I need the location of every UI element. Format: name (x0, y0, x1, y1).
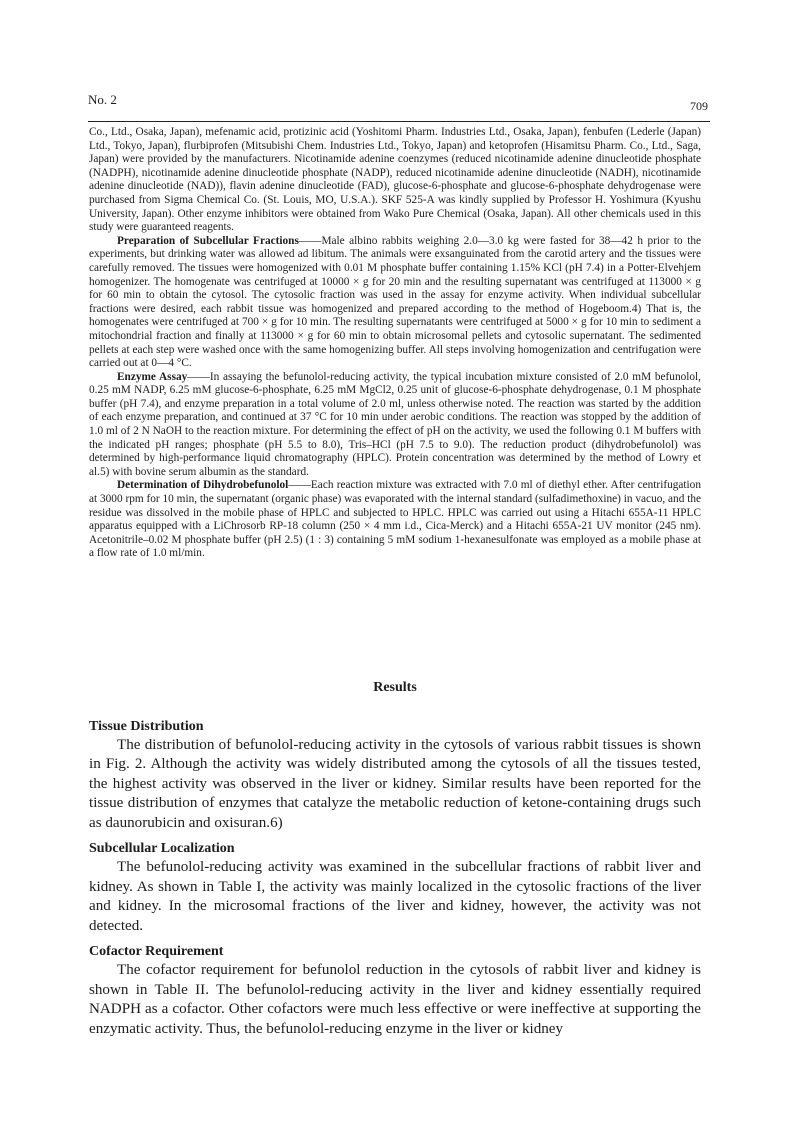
determination-paragraph: Determination of Dihydrobefunolol——Each reaction mixture was extracted with 7.0 ml of diethyl ether. After centrifugation at 3000 rpm for 10 min, the supernatant (organic phase) was evaporated with the internal standard (sulfadimethoxine) in vacuo, and the residue was dissolved in the mobile phase of HPLC and subjected to HPLC. HPLC was carried out using a Hitachi 655A-11 HPLC apparatus equipped with a LiChrosorb RP-18 column (250 × 4 mm i.d., Cica-Merck) and a Hitachi 655A-21 UV monitor (245 nm). Acetonitrile–0.02 M phosphate buffer (pH 2.5) (1 : 3) containing 5 mM sodium 1-hexanesulfonate was employed as a mobile phase at a flow rate of 1.0 ml/min. (89, 479, 701, 560)
tissue-distribution-heading: Tissue Distribution (89, 718, 204, 734)
determination-text: Each reaction mixture was extracted with 7.0 ml of diethyl ether. After centrifugation at 3000 rpm for 10 min, the supernatant (organic phase) was evaporated with the internal standard (sulfadimethoxine) in vacuo, and the residue was dissolved in the mobile phase of HPLC and subjected to HPLC. HPLC was carried out using a Hitachi 655A-11 HPLC apparatus equipped with a LiChrosorb RP-18 column (250 × 4 mm i.d., Cica-Merck) and a Hitachi 655A-21 UV monitor (245 nm). Acetonitrile–0.02 M phosphate buffer (pH 2.5) (1 : 3) containing 5 mM sodium 1-hexanesulfonate was employed as a mobile phase at a flow rate of 1.0 ml/min. (89, 479, 701, 560)
determination-heading: Determination of Dihydrobefunolol (117, 479, 289, 492)
subcellular-paragraph: Preparation of Subcellular Fractions——Male albino rabbits weighing 2.0—3.0 kg were fasted for 38—42 h prior to the experiments, but drinking water was allowed ad libitum. The animals were exsanguinated from the carotid artery and the tissues were carefully removed. The tissues were homogenized with 0.01 M phosphate buffer containing 1.15% KCl (pH 7.4) in a Potter-Elvehjem homogenizer. The homogenate was centrifuged at 10000 × g for 20 min and the resulting supernatant was centrifuged at 113000 × g for 60 min to obtain the cytosol. The cytosolic fraction was used in the assay for enzyme activity. When individual subcellular fractions were desired, each rabbit tissue was homogenized and prepared according to the method of Hogeboom.4) That is, the homogenates were centrifuged at 700 × g for 10 min. The resulting supernatants were centrifuged at 5000 × g for 10 min to sediment a mitochondrial fraction and finally at 113000 × g for 60 min to obtain microsomal pellets and cytosolic supernatant. The sedimented pellets at each step were washed once with the same homogenizing buffer. All steps involving homogenization and centrifugation were carried out at 0—4 °C. (89, 234, 701, 370)
tissue-distribution-text: The distribution of befunolol-reducing activity in the cytosols of various rabbit tissues is shown in Fig. 2. Although the activity was widely distributed among the cytosols of all the tissues tested, the highest activity was observed in the liver or kidney. Similar results have been reported for the tissue distribution of enzymes that catalyze the metabolic reduction of ketone-containing drugs such as daunorubicin and oxisuran.6) (89, 736, 701, 831)
methods-section (89, 126, 701, 561)
cofactor-requirement-text: The cofactor requirement for befunolol reduction in the cytosols of rabbit liver and kidney is shown in Table II. The befunolol-reducing activity in the liver and kidney essentially required NADPH as a cofactor. Other cofactors were much less effective or were ineffective at supporting the enzymatic activity. Thus, the befunolol-reducing enzyme in the liver or kidney (89, 962, 701, 1037)
results-section (89, 678, 701, 1039)
enzyme-assay-paragraph: Enzyme Assay——In assaying the befunolol-reducing activity, the typical incubation mixture consisted of 2.0 mM befunolol, 0.25 mM NADP, 6.25 mM glucose-6-phosphate, 6.25 mM MgCl2, 0.25 unit of glucose-6-phosphate dehydrogenase, 0.1 M phosphate buffer (pH 7.4), and enzyme preparation in a total volume of 2.0 ml, unless otherwise noted. The reaction was started by the addition of each enzyme preparation, and continued at 37 °C for 10 min under aerobic conditions. The reaction was stopped by the addition of 1.0 ml of 2 N NaOH to the reaction mixture. For determining the effect of pH on the activity, we used the following 0.1 M buffers with the indicated pH ranges; phosphate (pH 5.5 to 8.0), Tris–HCl (pH 7.5 to 9.0). The reduction product (dihydrobefunolol) was determined by high-performance liquid chromatography (HPLC). Protein concentration was determined by the method of Lowry et al.5) with bovine serum albumin as the standard. (89, 370, 701, 478)
enzyme-assay-heading: Enzyme Assay (117, 370, 188, 383)
results-title: Results (373, 680, 417, 695)
subcellular-text: Male albino rabbits weighing 2.0—3.0 kg were fasted for 38—42 h prior to the experiments, but drinking water was allowed ad libitum. The animals were exsanguinated from the carotid artery and the tissues were carefully removed. The tissues were homogenized with 0.01 M phosphate buffer containing 1.15% KCl (pH 7.4) in a Potter-Elvehjem homogenizer. The homogenate was centrifuged at 10000 × g for 20 min and the resulting supernatant was centrifuged at 113000 × g for 60 min to obtain the cytosol. The cytosolic fraction was used in the assay for enzyme activity. When individual subcellular fractions were desired, each rabbit tissue was homogenized and prepared according to the method of Hogeboom.4) That is, the homogenates were centrifuged at 700 × g for 10 min. The resulting supernatants were centrifuged at 5000 × g for 10 min to sediment a mitochondrial fraction and finally at 113000 × g for 60 min to obtain microsomal pellets and cytosolic supernatant. The sedimented pellets at each step were washed once with the same homogenizing buffer. All steps involving homogenization and centrifugation were carried out at 0—4 °C. (89, 234, 701, 370)
enzyme-assay-text: In assaying the befunolol-reducing activity, the typical incubation mixture consisted of 2.0 mM befunolol, 0.25 mM NADP, 6.25 mM glucose-6-phosphate, 6.25 mM MgCl2, 0.25 unit of glucose-6-phosphate dehydrogenase, 0.1 M phosphate buffer (pH 7.4), and enzyme preparation in a total volume of 2.0 ml, unless otherwise noted. The reaction was started by the addition of each enzyme preparation, and continued at 37 °C for 10 min under aerobic conditions. The reaction was stopped by the addition of 1.0 ml of 2 N NaOH to the reaction mixture. For determining the effect of pH on the activity, we used the following 0.1 M buffers with the indicated pH ranges; phosphate (pH 5.5 to 8.0), Tris–HCl (pH 7.5 to 9.0). The reduction product (dihydrobefunolol) was determined by high-performance liquid chromatography (HPLC). Protein concentration was determined by the method of Lowry et al.5) with bovine serum albumin as the standard. (89, 370, 701, 478)
materials-paragraph: Co., Ltd., Osaka, Japan), mefenamic acid, protizinic acid (Yoshitomi Pharm. Industries Ltd., Osaka, Japan), fenbufen (Lederle (Japan) Ltd., Tokyo, Japan), flurbiprofen (Mitsubishi Chem. Industries Ltd., Tokyo, Japan) and ketoprofen (Hisamitsu Pharm. Co., Ltd., Saga, Japan) were provided by the manufacturers. Nicotinamide adenine coenzymes (reduced nicotinamide adenine dinucleotide phosphate (NADPH), nicotinamide adenine dinucleotide phosphate (NADP), reduced nicotinamide adenine dinucleotide (NADH), nicotinamide adenine dinucleotide (NAD)), flavin adenine dinucleotide (FAD), glucose-6-phosphate and glucose-6-phosphate dehydrogenase were purchased from Sigma Chemical Co. (St. Louis, MO, U.S.A.). SKF 525-A was kindly supplied by Professor H. Yoshimura (Kyushu University, Japan). Other enzyme inhibitors were obtained from Wako Pure Chemical (Osaka, Japan). All other chemicals used in this study were guaranteed reagents. (89, 126, 701, 234)
cofactor-requirement-heading: Cofactor Requirement (89, 944, 224, 959)
running-head (88, 92, 710, 116)
subcellular-heading: Preparation of Subcellular Fractions (117, 234, 299, 247)
issue-number: No. 2 (88, 92, 117, 107)
page-number: 709 (690, 99, 708, 113)
subcellular-localization-heading: Subcellular Localization (89, 841, 235, 856)
header-rule (88, 121, 710, 122)
subcellular-localization-text: The befunolol-reducing activity was examined in the subcellular fractions of rabbit liver and kidney. As shown in Table I, the activity was mainly localized in the cytosolic fractions of the liver and kidney. In the microsomal fractions of the liver and kidney, however, the activity was not detected. (89, 859, 701, 934)
